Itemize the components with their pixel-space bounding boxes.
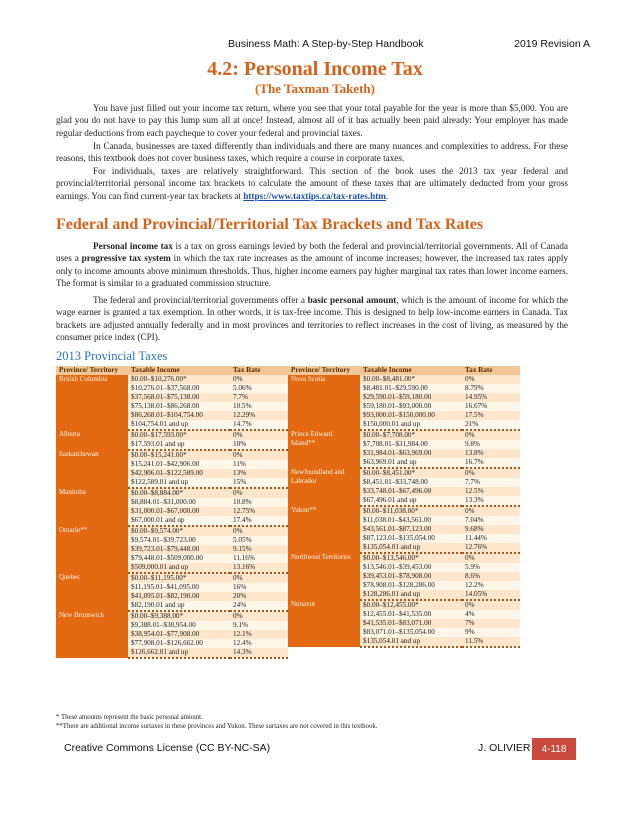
tax-rate-cell: 0% (230, 611, 288, 621)
taxable-income-cell: $0.00–$8,884.00* (128, 488, 230, 498)
taxable-income-cell: $39,453.01–$78,908.00 (360, 572, 462, 581)
tax-rate-cell: 0% (462, 468, 520, 478)
taxable-income-cell: $0.00–$12,455.00* (360, 600, 462, 610)
tax-rates-link[interactable]: https://www.taxtips.ca/tax-rates.htm (243, 190, 386, 201)
intro-paragraph-1: You have just filled out your income tax return, where you see that your total payable for the year is more than $5,000. You are glad you do not have to pay this lump sum all at once! Instead, almost all of it has actually been paid already: Your employer has made regular deductions from each paycheque to cover your federal and provincial taxes. (56, 103, 568, 138)
taxable-income-cell: $135,054.01 and up (360, 637, 462, 647)
tax-rate-cell: 11.44% (462, 534, 520, 543)
tax-rate-cell: 5.05% (230, 536, 288, 545)
taxable-income-cell: $78,908.01–$128,286.00 (360, 581, 462, 590)
section-subtitle: (The Taxman Taketh) (255, 81, 375, 96)
tax-rate-cell: 20% (230, 592, 288, 601)
tax-rate-cell: 9.8% (462, 440, 520, 449)
taxable-income-cell: $126,662.01 and up (128, 648, 230, 658)
taxable-income-cell: $8,884.01–$31,000.00 (128, 498, 230, 507)
table-header-row (56, 366, 288, 375)
taxable-income-cell: $0.00–$11,195.00* (128, 573, 230, 583)
taxable-income-cell: $150,000.01 and up (360, 420, 462, 430)
tax-rate-cell: 13.16% (230, 563, 288, 573)
table-row (56, 375, 288, 384)
province-name: Nova Scotia (288, 375, 360, 430)
province-name: Northwest Territories (288, 553, 360, 600)
taxable-income-cell: $122,589.01 and up (128, 478, 230, 488)
tax-rate-cell: 12.1% (230, 630, 288, 639)
taxable-income-cell: $87,123.01–$135,054.00 (360, 534, 462, 543)
taxable-income-cell: $13,546.01–$39,453.00 (360, 563, 462, 572)
col-header-province: Province/ Territory (288, 366, 360, 375)
taxable-income-cell: $37,568.01–$75,138.00 (128, 393, 230, 402)
tax-rate-cell: 12.2% (462, 581, 520, 590)
tax-rate-cell: 10% (230, 440, 288, 450)
taxable-income-cell: $75,138.01–$86,268.00 (128, 402, 230, 411)
author-name: J. OLIVIER (478, 742, 531, 754)
tax-rate-cell: 9% (462, 628, 520, 637)
page-number-badge (532, 738, 576, 760)
taxable-income-cell: $29,590.01–$59,180.00 (360, 393, 462, 402)
page-number: 4-118 (541, 743, 567, 755)
tax-table-right (288, 366, 520, 648)
taxable-income-cell: $31,000.01–$67,000.00 (128, 507, 230, 516)
taxable-income-cell: $0.00–$9,388.00* (128, 611, 230, 621)
term-progressive-tax: progressive tax system (81, 253, 171, 264)
col-header-income: Taxable Income (360, 366, 462, 375)
section-heading: Federal and Provincial/Territorial Tax Brackets and Tax Rates (56, 216, 484, 233)
taxable-income-cell: $11,195.01–$41,095.00 (128, 583, 230, 592)
tax-rate-cell: 12.4% (230, 639, 288, 648)
tax-rate-cell: 13.8% (462, 449, 520, 458)
taxable-income-cell: $0.00–$8,451.00* (360, 468, 462, 478)
taxable-income-cell: $104,754.01 and up (128, 420, 230, 430)
table-row (56, 488, 288, 498)
province-name: Saskatchewan (56, 450, 128, 488)
term-basic-personal-amount: basic personal amount (307, 295, 397, 305)
table-row (288, 506, 520, 516)
taxable-income-cell: $82,190.01 and up (128, 601, 230, 611)
table-row (288, 553, 520, 563)
tax-rate-cell: 0% (230, 375, 288, 384)
province-name: New Brunswick (56, 611, 128, 658)
province-name: Quebec (56, 573, 128, 611)
taxable-income-cell: $0.00–$7,708.00* (360, 430, 462, 440)
province-name: Nunavut (288, 600, 360, 647)
taxable-income-cell: $41,095.01–$82,190.00 (128, 592, 230, 601)
tax-rate-cell: 0% (462, 600, 520, 610)
taxable-income-cell: $39,723.01–$79,448.00 (128, 545, 230, 554)
tax-rate-cell: 12.76% (462, 543, 520, 553)
intro-p3-text: For individuals, taxes are relatively straightforward. This section of the book uses the 2013 tax year federal and provincial/territorial personal income tax brackets to calculate the amount of these taxes that are ultimately deducted from your gross earnings. You can find current-year tax brackets at (56, 166, 568, 201)
taxable-income-cell: $33,748.01–$67,496.00 (360, 487, 462, 496)
col-header-income: Taxable Income (128, 366, 230, 375)
tax-rate-cell: 0% (462, 553, 520, 563)
tax-rate-cell: 8.79% (462, 384, 520, 393)
taxable-income-cell: $77,908.01–$126,662.00 (128, 639, 230, 648)
taxable-income-cell: $38,954.01–$77,908.00 (128, 630, 230, 639)
taxable-income-cell: $41,535.01–$83,071.00 (360, 619, 462, 628)
intro-p3-end: . (385, 190, 389, 201)
province-name: Ontario** (56, 526, 128, 573)
tax-rate-cell: 5.9% (462, 563, 520, 572)
taxable-income-cell: $0.00–$13,546.00* (360, 553, 462, 563)
tax-rate-cell: 16% (230, 583, 288, 592)
table-heading: 2013 Provincial Taxes (56, 349, 168, 363)
tax-rate-cell: 0% (462, 430, 520, 440)
tax-rate-cell: 15% (230, 478, 288, 488)
tax-rate-cell: 17.5% (462, 411, 520, 420)
taxable-income-cell: $9,388.01–$38,954.00 (128, 621, 230, 630)
tax-rate-cell: 16.67% (462, 402, 520, 411)
col-header-province: Province/ Territory (56, 366, 128, 375)
taxable-income-cell: $0.00–$17,593.00* (128, 430, 230, 440)
taxable-income-cell: $17,593.01 and up (128, 440, 230, 450)
footnote-basic-amount: * These amounts represent the basic personal amount. (56, 714, 203, 721)
tax-rate-cell: 11.5% (462, 637, 520, 647)
taxable-income-cell: $9,574.01–$39,723.00 (128, 536, 230, 545)
tax-rate-cell: 14.95% (462, 393, 520, 402)
tax-rate-cell: 12.29% (230, 411, 288, 420)
taxable-income-cell: $67,496.01 and up (360, 496, 462, 506)
tax-rate-cell: 0% (462, 375, 520, 384)
revision-label: 2019 Revision A (514, 38, 590, 50)
tax-rate-cell: 21% (462, 420, 520, 430)
table-row (56, 450, 288, 460)
taxable-income-cell: $79,448.01–$509,000.00 (128, 554, 230, 563)
taxable-income-cell: $8,451.01–$33,748.00 (360, 478, 462, 487)
taxable-income-cell: $83,071.01–$135,054.00 (360, 628, 462, 637)
body-paragraph-2 (56, 294, 568, 343)
tax-rate-cell: 14.7% (230, 420, 288, 430)
tax-rate-cell: 7.7% (230, 393, 288, 402)
section-title: 4.2: Personal Income Tax (207, 58, 423, 80)
taxable-income-cell: $42,906.01–$122,589.00 (128, 469, 230, 478)
term-personal-income-tax: Personal income tax (93, 241, 173, 251)
taxable-income-cell: $0.00–$11,038.00* (360, 506, 462, 516)
taxable-income-cell: $0.00–$10,276.00* (128, 375, 230, 384)
taxable-income-cell: $63,969.01 and up (360, 458, 462, 468)
taxable-income-cell: $0.00–$9,574.00* (128, 526, 230, 536)
table-row (56, 526, 288, 536)
taxable-income-cell: $0.00–$8,481.00* (360, 375, 462, 384)
table-row (56, 430, 288, 440)
taxable-income-cell: $59,180.01–$93,000.00 (360, 402, 462, 411)
province-name: Manitoba (56, 488, 128, 526)
license-text: Creative Commons License (CC BY-NC-SA) (64, 742, 271, 754)
taxable-income-cell: $135,054.01 and up (360, 543, 462, 553)
tax-table-left (56, 366, 288, 659)
tax-rate-cell: 24% (230, 601, 288, 611)
body-p5-b: , which is the amount of income for which the wage earner is granted a tax exemption. In other words, it is tax-free income. This is designed to help low-income earners in Canada. Tax brackets are adjusted annually federally and in most provinces and territories to reflect increases in the cost of living, as measured by the consumer price index (CPI). (56, 295, 568, 342)
table-row (56, 611, 288, 621)
body-p5-a: The federal and provincial/territorial governments offer a (93, 295, 308, 305)
footnote-surtax: **There are additional income surtaxes in these provinces and Yukon. These surtaxes are not covered in this textbook. (56, 723, 378, 730)
taxable-income-cell: $31,984.01–$63,969.00 (360, 449, 462, 458)
tax-rate-cell: 8.6% (462, 572, 520, 581)
taxable-income-cell: $15,241.01–$42,906.00 (128, 460, 230, 469)
body-p4-b: in which the tax rate increases as the amount of income increases; however, the increased tax rates apply only to income amounts above minimum thresholds. Thus, higher income earners pay higher marginal tax rates than lower income earners. The format is similar to a graduated commission structure. (56, 253, 568, 288)
taxable-income-cell: $86,268.01–$104,754.00 (128, 411, 230, 420)
tax-rate-cell: 0% (230, 430, 288, 440)
taxable-income-cell: $11,038.01–$43,561.00 (360, 516, 462, 525)
tax-rate-cell: 9.1% (230, 621, 288, 630)
tax-rate-cell: 13% (230, 469, 288, 478)
taxable-income-cell: $128,286.01 and up (360, 590, 462, 600)
col-header-rate: Tax Rate (230, 366, 288, 375)
taxable-income-cell: $10,276.01–$37,568.00 (128, 384, 230, 393)
province-name: Alberta (56, 430, 128, 450)
table-header-row (288, 366, 520, 375)
taxable-income-cell: $509,000.01 and up (128, 563, 230, 573)
table-row (288, 600, 520, 610)
tax-rate-cell: 0% (230, 526, 288, 536)
taxable-income-cell: $12,455.01–$41,535.00 (360, 610, 462, 619)
tax-rate-cell: 14.05% (462, 590, 520, 600)
tax-rate-cell: 16.7% (462, 458, 520, 468)
running-header (0, 38, 630, 52)
tax-rate-cell: 0% (230, 573, 288, 583)
province-name: Newfoundland and Labrador (288, 468, 360, 506)
tax-rate-cell: 13.3% (462, 496, 520, 506)
book-title: Business Math: A Step-by-Step Handbook (228, 38, 424, 50)
tax-rate-cell: 9.68% (462, 525, 520, 534)
tax-rate-cell: 7.7% (462, 478, 520, 487)
tax-rate-cell: 17.4% (230, 516, 288, 526)
taxable-income-cell: $93,000.01–$150,000.00 (360, 411, 462, 420)
tax-rate-cell: 7% (462, 619, 520, 628)
col-header-rate: Tax Rate (462, 366, 520, 375)
table-row (288, 375, 520, 384)
table-row (288, 430, 520, 440)
tax-rate-cell: 0% (230, 450, 288, 460)
tax-rate-cell: 7.04% (462, 516, 520, 525)
tax-rate-cell: 9.15% (230, 545, 288, 554)
tax-rate-cell: 10.8% (230, 498, 288, 507)
tax-rate-cell: 5.06% (230, 384, 288, 393)
province-name: Prince Edward Island** (288, 430, 360, 468)
province-name: British Columbia (56, 375, 128, 430)
intro-paragraph-2: In Canada, businesses are taxed differently than individuals and there are many nuances and complexities to address. For these reasons, this textbook does not cover business taxes, which require a course in corporate taxes. (56, 141, 568, 164)
taxable-income-cell: $7,708.01–$31,984.00 (360, 440, 462, 449)
taxable-income-cell: $67,000.01 and up (128, 516, 230, 526)
tax-rate-cell: 14.3% (230, 648, 288, 658)
taxable-income-cell: $0.00–$15,241.00* (128, 450, 230, 460)
table-row (288, 468, 520, 478)
body-paragraph-1 (56, 240, 568, 289)
tax-rate-cell: 12.75% (230, 507, 288, 516)
tax-rate-cell: 11% (230, 460, 288, 469)
tax-rate-cell: 0% (230, 488, 288, 498)
tax-rate-cell: 0% (462, 506, 520, 516)
table-row (56, 573, 288, 583)
taxable-income-cell: $8,481.01–$29,590.00 (360, 384, 462, 393)
tax-rate-cell: 4% (462, 610, 520, 619)
tax-rate-cell: 10.5% (230, 402, 288, 411)
taxable-income-cell: $43,561.01–$87,123.00 (360, 525, 462, 534)
body-p4-a: is a tax on gross earnings levied by both the federal and provincial/territorial governments. All of Canada uses a (56, 241, 568, 264)
tax-rate-cell: 11.16% (230, 554, 288, 563)
province-name: Yukon** (288, 506, 360, 553)
intro-paragraph-3 (56, 165, 568, 202)
tax-rate-cell: 12.5% (462, 487, 520, 496)
